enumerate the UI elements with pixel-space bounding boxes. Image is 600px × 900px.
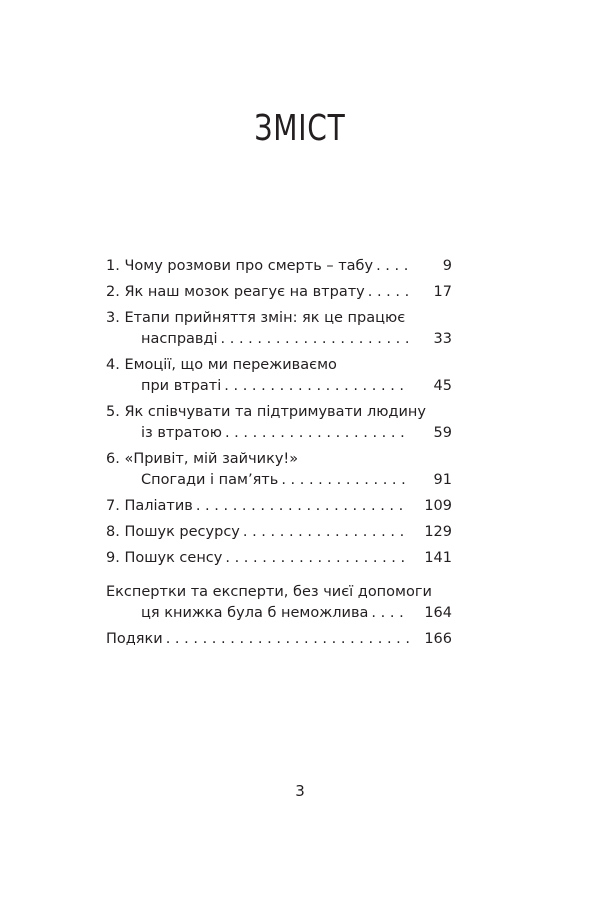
dot-leader (368, 282, 409, 303)
toc-entry (106, 308, 452, 350)
toc-entry-title: при втраті (141, 378, 222, 394)
toc-line (106, 548, 452, 569)
toc-line (106, 423, 452, 444)
toc-entry (106, 629, 452, 650)
toc-entry-page: 164 (424, 605, 452, 621)
toc-entry-page: 91 (433, 472, 452, 488)
toc-entry-page: 9 (442, 258, 452, 274)
dot-leader (224, 376, 409, 397)
dot-leader (371, 603, 409, 624)
dot-leader (281, 470, 409, 491)
toc-entry-page: 59 (433, 425, 452, 441)
dot-leader (243, 522, 409, 543)
dot-leader (225, 423, 409, 444)
toc-entry-title: 9. Пошук сенсу (106, 550, 223, 566)
toc-line (106, 449, 452, 470)
toc-entry (106, 496, 452, 517)
toc-line (106, 496, 452, 517)
toc-line (106, 376, 452, 397)
toc-line (106, 308, 452, 329)
toc-entry-title: 4. Емоції, що ми переживаємо (106, 357, 337, 373)
toc-entry-title: із втратою (141, 425, 222, 441)
toc-entry-title: ця книжка була б неможлива (141, 605, 369, 621)
toc-entry-page: 141 (424, 550, 452, 566)
toc-line (106, 256, 452, 277)
toc-entry (106, 282, 452, 303)
toc-line (106, 402, 452, 423)
toc-entry-title: Експертки та експерти, без чиєї допомоги (106, 584, 432, 600)
toc-entry-title: 8. Пошук ресурсу (106, 524, 240, 540)
toc-entry (106, 355, 452, 397)
toc-line (106, 470, 452, 491)
toc-entry-title: 1. Чому розмови про смерть – табу (106, 258, 374, 274)
toc-entry (106, 522, 452, 543)
toc-entry (106, 548, 452, 569)
toc-line (106, 629, 452, 650)
toc-line (106, 522, 452, 543)
dot-leader (221, 329, 409, 350)
toc-entry-title: 3. Етапи прийняття змін: як це працює (106, 310, 406, 326)
toc-entry-page: 166 (424, 631, 452, 647)
toc-line (106, 282, 452, 303)
toc-entry (106, 256, 452, 277)
toc-entry (106, 449, 452, 491)
table-of-contents (106, 256, 452, 655)
dot-leader (225, 548, 409, 569)
toc-entry-page: 33 (433, 331, 452, 347)
toc-entry (106, 402, 452, 444)
toc-entry-page: 45 (433, 378, 452, 394)
toc-entry-title: Подяки (106, 631, 163, 647)
toc-entry-title: 7. Паліатив (106, 498, 193, 514)
toc-entry-title: 5. Як співчувати та підтримувати людину (106, 404, 426, 420)
toc-line (106, 329, 452, 350)
toc-entry-title: Спогади і пам’ять (141, 472, 279, 488)
dot-leader (196, 496, 409, 517)
page-title: ЗМІСТ (254, 108, 346, 149)
toc-entry (106, 582, 452, 624)
toc-entry-title: 6. «Привіт, мій зайчику!» (106, 451, 299, 467)
toc-line (106, 582, 452, 603)
toc-entry-page: 17 (433, 284, 452, 300)
dot-leader (376, 256, 409, 277)
toc-line (106, 355, 452, 376)
toc-entry-page: 129 (424, 524, 452, 540)
toc-entry-title: насправді (141, 331, 218, 347)
dot-leader (166, 629, 409, 650)
page-number: 3 (295, 782, 305, 800)
toc-entry-title: 2. Як наш мозок реагує на втрату (106, 284, 365, 300)
toc-line (106, 603, 452, 624)
toc-entry-page: 109 (424, 498, 452, 514)
